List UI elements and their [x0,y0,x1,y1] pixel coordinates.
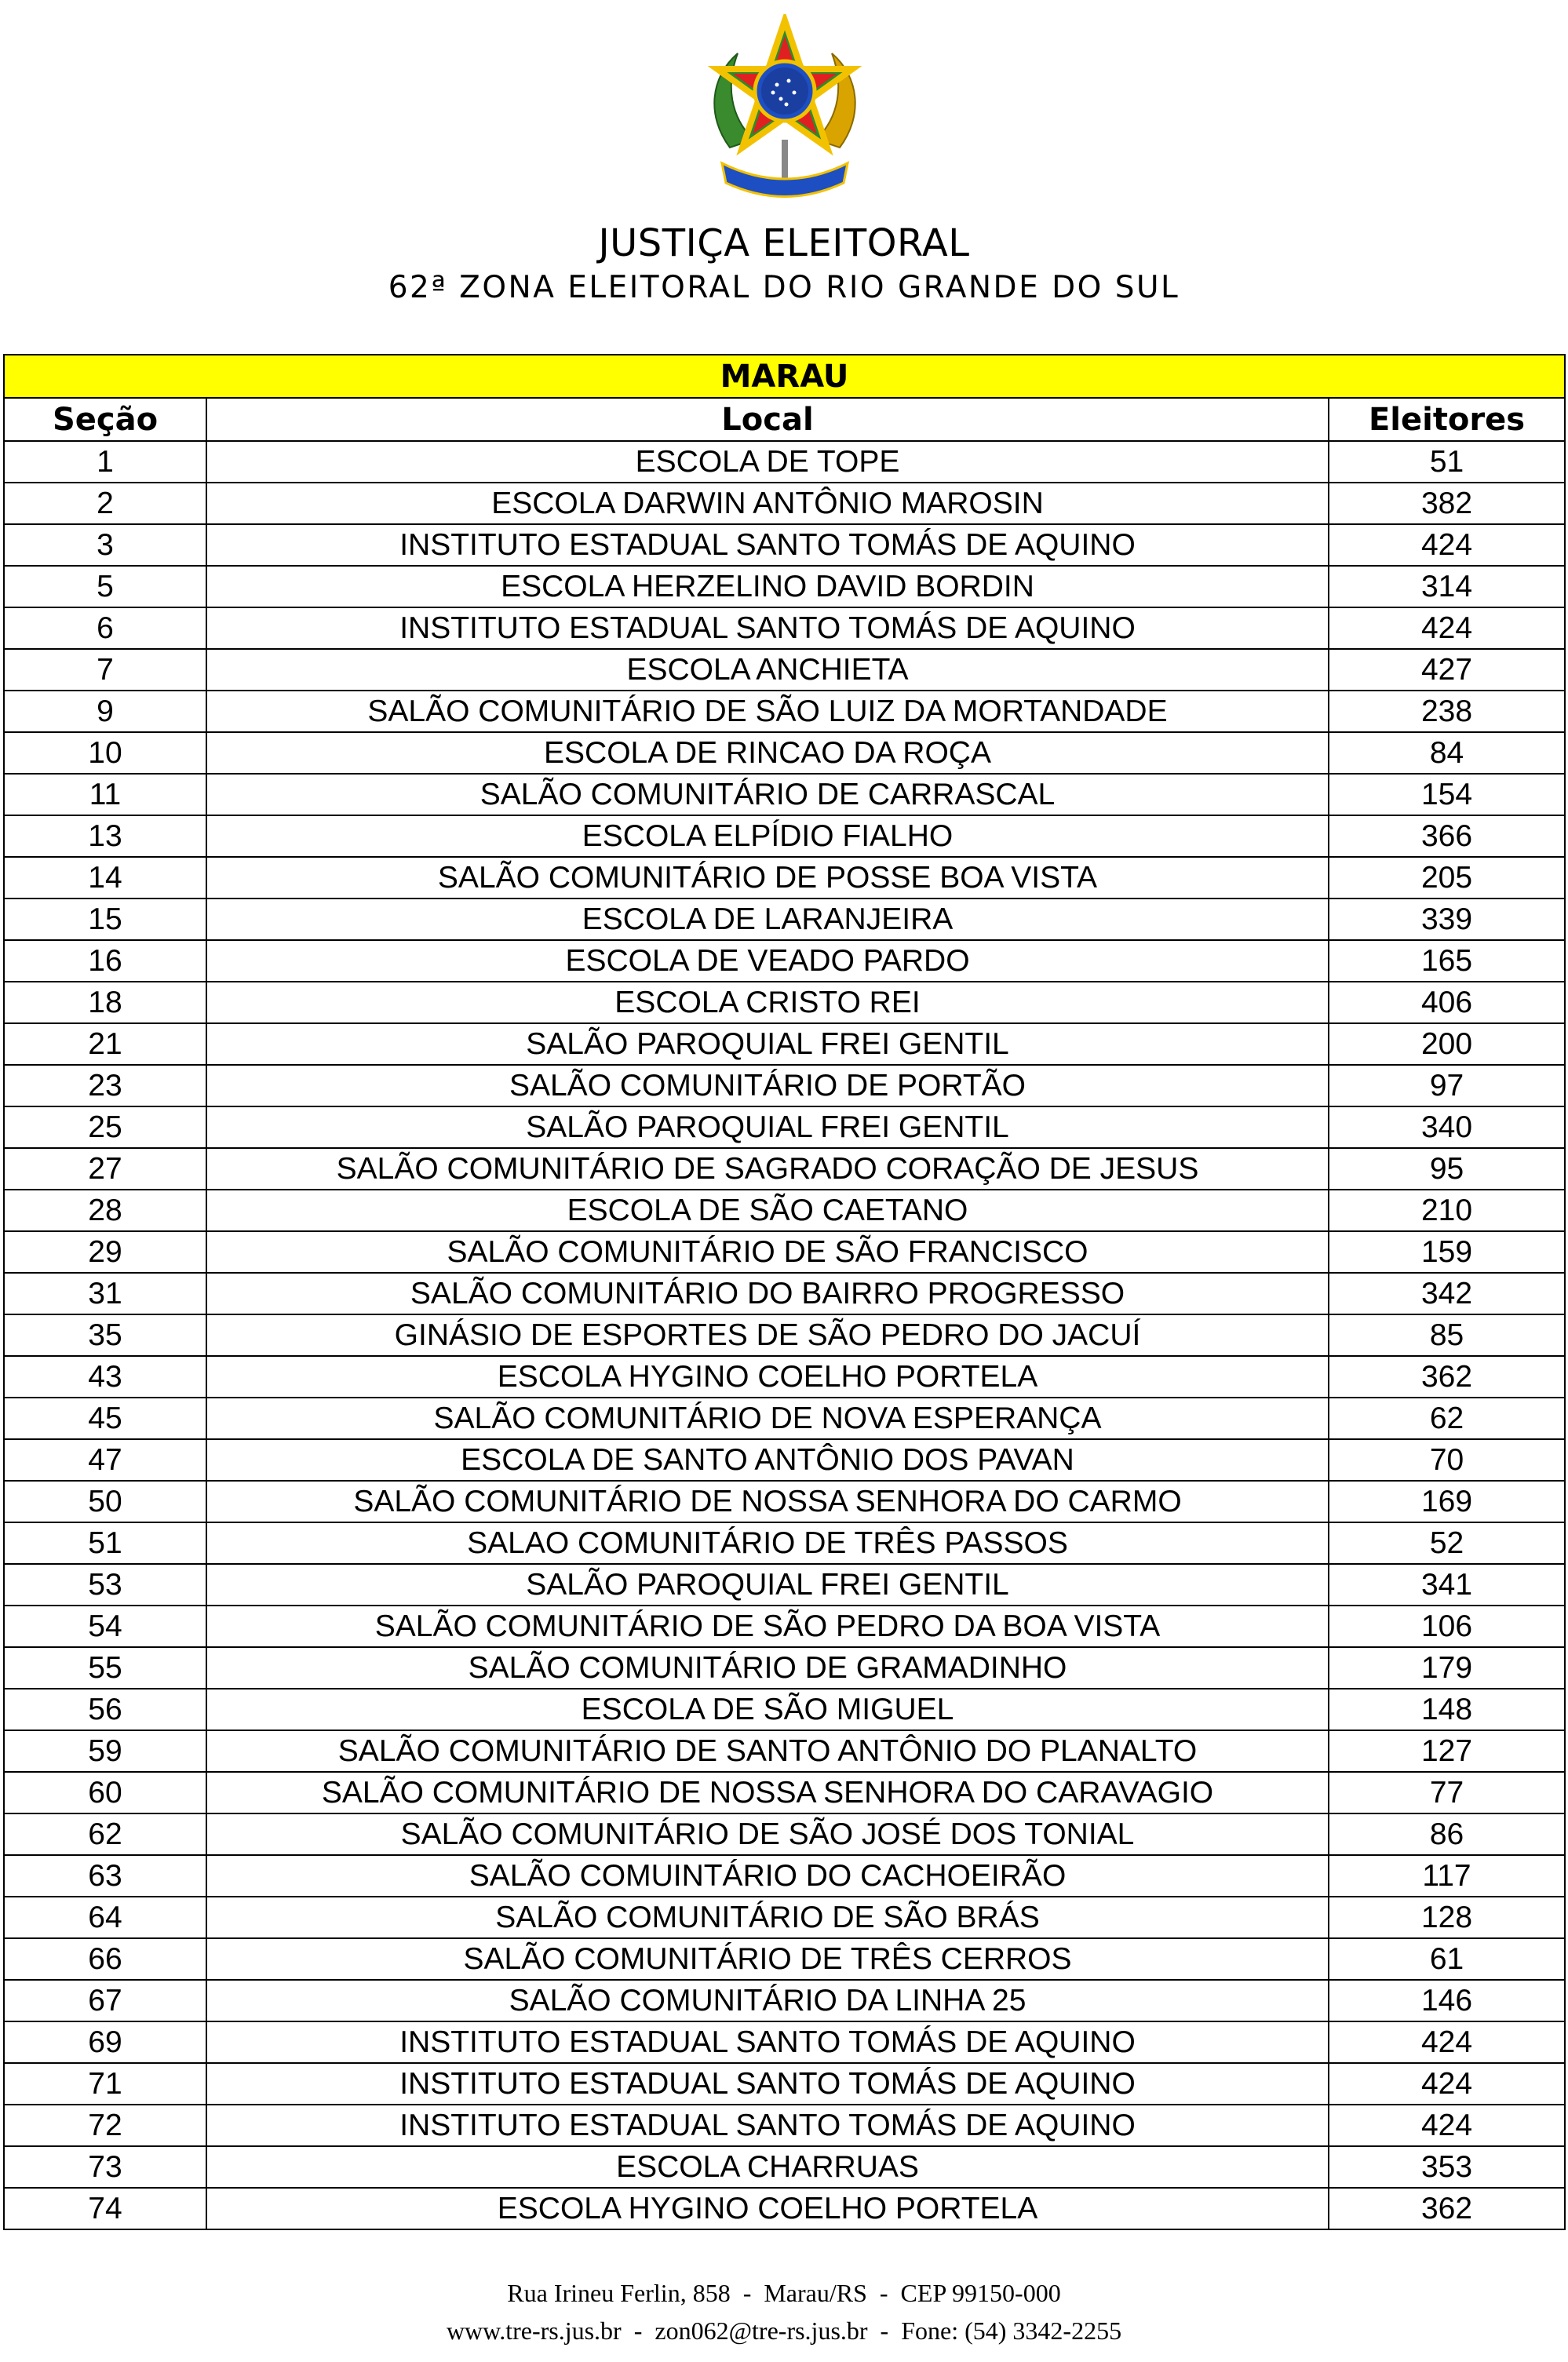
table-row [4,899,1565,940]
table-row [4,566,1565,607]
cell-local: ESCOLA DE RINCAO DA ROÇA [206,732,1329,774]
cell-secao: 7 [4,649,206,691]
table-row [4,982,1565,1023]
table-row [4,1481,1565,1522]
cell-secao: 9 [4,691,206,732]
table-row [4,1855,1565,1897]
table-row [4,1938,1565,1980]
cell-secao: 47 [4,1439,206,1481]
cell-local: SALÃO COMUNITÁRIO DA LINHA 25 [206,1980,1329,2021]
cell-eleitores: 84 [1329,732,1565,774]
cell-secao: 50 [4,1481,206,1522]
cell-eleitores: 61 [1329,1938,1565,1980]
cell-eleitores: 127 [1329,1730,1565,1772]
cell-local: SALÃO COMUNITÁRIO DO BAIRRO PROGRESSO [206,1273,1329,1314]
table-row [4,1065,1565,1106]
cell-eleitores: 424 [1329,2021,1565,2063]
table-row [4,774,1565,815]
cell-local: ESCOLA ELPÍDIO FIALHO [206,815,1329,857]
cell-secao: 53 [4,1564,206,1606]
cell-secao: 60 [4,1772,206,1813]
cell-secao: 71 [4,2063,206,2105]
table-row [4,1148,1565,1190]
cell-local: SALÃO COMUNITÁRIO DE NOSSA SENHORA DO CARAVAGIO [206,1772,1329,1813]
cell-local: INSTITUTO ESTADUAL SANTO TOMÁS DE AQUINO [206,2063,1329,2105]
cell-local: SALÃO COMUINTÁRIO DO CACHOEIRÃO [206,1855,1329,1897]
cell-secao: 67 [4,1980,206,2021]
cell-secao: 1 [4,441,206,483]
cell-local: ESCOLA DE SANTO ANTÔNIO DOS PAVAN [206,1439,1329,1481]
cell-eleitores: 52 [1329,1522,1565,1564]
sections-table [3,354,1566,2230]
cell-eleitores: 95 [1329,1148,1565,1190]
table-row [4,1522,1565,1564]
cell-local: ESCOLA DE SÃO CAETANO [206,1190,1329,1231]
table-row [4,1231,1565,1273]
cell-eleitores: 366 [1329,815,1565,857]
cell-secao: 73 [4,2146,206,2188]
cell-secao: 10 [4,732,206,774]
table-row [4,1980,1565,2021]
column-header-secao: Seção [4,398,206,441]
table-row [4,1564,1565,1606]
cell-local: SALÃO COMUNITÁRIO DE TRÊS CERROS [206,1938,1329,1980]
cell-secao: 51 [4,1522,206,1564]
cell-local: INSTITUTO ESTADUAL SANTO TOMÁS DE AQUINO [206,524,1329,566]
cell-eleitores: 353 [1329,2146,1565,2188]
cell-eleitores: 339 [1329,899,1565,940]
cell-local: SALAO COMUNITÁRIO DE TRÊS PASSOS [206,1522,1329,1564]
table-row [4,649,1565,691]
cell-local: SALÃO COMUNITÁRIO DE NOVA ESPERANÇA [206,1398,1329,1439]
cell-local: ESCOLA ANCHIETA [206,649,1329,691]
cell-secao: 69 [4,2021,206,2063]
cell-eleitores: 424 [1329,607,1565,649]
cell-eleitores: 340 [1329,1106,1565,1148]
cell-eleitores: 106 [1329,1606,1565,1647]
table-row [4,1314,1565,1356]
cell-local: GINÁSIO DE ESPORTES DE SÃO PEDRO DO JACUÍ [206,1314,1329,1356]
cell-local: INSTITUTO ESTADUAL SANTO TOMÁS DE AQUINO [206,607,1329,649]
table-row [4,857,1565,899]
table-row [4,2063,1565,2105]
cell-secao: 27 [4,1148,206,1190]
cell-eleitores: 169 [1329,1481,1565,1522]
cell-eleitores: 424 [1329,2105,1565,2146]
table-row [4,441,1565,483]
table-row [4,1106,1565,1148]
footer-contact: www.tre-rs.jus.br - zon062@tre-rs.jus.br - Fone: (54) 3342-2255 [446,2316,1122,2345]
cell-eleitores: 205 [1329,857,1565,899]
cell-secao: 56 [4,1689,206,1730]
cell-secao: 25 [4,1106,206,1148]
cell-secao: 28 [4,1190,206,1231]
cell-secao: 14 [4,857,206,899]
cell-secao: 66 [4,1938,206,1980]
cell-local: ESCOLA HYGINO COELHO PORTELA [206,1356,1329,1398]
cell-eleitores: 85 [1329,1314,1565,1356]
cell-local: ESCOLA DARWIN ANTÔNIO MAROSIN [206,483,1329,524]
municipality-banner: MARAU [4,355,1565,398]
cell-local: SALÃO COMUNITÁRIO DE GRAMADINHO [206,1647,1329,1689]
page-subtitle: 62ª ZONA ELEITORAL DO RIO GRANDE DO SUL [388,270,1180,305]
cell-secao: 35 [4,1314,206,1356]
cell-secao: 3 [4,524,206,566]
column-header-local: Local [206,398,1329,441]
cell-eleitores: 77 [1329,1772,1565,1813]
cell-secao: 16 [4,940,206,982]
cell-secao: 13 [4,815,206,857]
cell-eleitores: 70 [1329,1439,1565,1481]
cell-secao: 63 [4,1855,206,1897]
cell-local: ESCOLA DE VEADO PARDO [206,940,1329,982]
cell-local: SALÃO COMUNITÁRIO DE CARRASCAL [206,774,1329,815]
cell-secao: 6 [4,607,206,649]
table-row [4,1439,1565,1481]
cell-secao: 45 [4,1398,206,1439]
cell-local: SALÃO COMUNITÁRIO DE SAGRADO CORAÇÃO DE JESUS [206,1148,1329,1190]
cell-eleitores: 86 [1329,1813,1565,1855]
cell-local: ESCOLA DE SÃO MIGUEL [206,1689,1329,1730]
cell-eleitores: 117 [1329,1855,1565,1897]
cell-secao: 21 [4,1023,206,1065]
cell-secao: 31 [4,1273,206,1314]
cell-eleitores: 148 [1329,1689,1565,1730]
table-row [4,2105,1565,2146]
cell-eleitores: 210 [1329,1190,1565,1231]
cell-secao: 54 [4,1606,206,1647]
cell-secao: 23 [4,1065,206,1106]
table-row [4,691,1565,732]
cell-eleitores: 424 [1329,524,1565,566]
cell-local: ESCOLA CRISTO REI [206,982,1329,1023]
cell-eleitores: 128 [1329,1897,1565,1938]
table-row [4,940,1565,982]
cell-secao: 62 [4,1813,206,1855]
table-row [4,2021,1565,2063]
cell-secao: 72 [4,2105,206,2146]
cell-secao: 29 [4,1231,206,1273]
cell-eleitores: 424 [1329,2063,1565,2105]
table-row [4,1730,1565,1772]
cell-eleitores: 179 [1329,1647,1565,1689]
cell-eleitores: 62 [1329,1398,1565,1439]
footer-address: Rua Irineu Ferlin, 858 - Marau/RS - CEP 99150-000 [507,2279,1061,2307]
cell-local: INSTITUTO ESTADUAL SANTO TOMÁS DE AQUINO [206,2021,1329,2063]
cell-secao: 15 [4,899,206,940]
cell-secao: 59 [4,1730,206,1772]
cell-local: SALÃO PAROQUIAL FREI GENTIL [206,1564,1329,1606]
cell-eleitores: 406 [1329,982,1565,1023]
cell-secao: 43 [4,1356,206,1398]
table-row [4,524,1565,566]
table-row [4,1190,1565,1231]
table-row [4,1356,1565,1398]
cell-secao: 11 [4,774,206,815]
table-row [4,2188,1565,2229]
table-row [4,1689,1565,1730]
cell-local: SALÃO COMUNITÁRIO DE SÃO PEDRO DA BOA VISTA [206,1606,1329,1647]
cell-eleitores: 51 [1329,441,1565,483]
cell-local: SALÃO COMUNITÁRIO DE PORTÃO [206,1065,1329,1106]
cell-eleitores: 362 [1329,1356,1565,1398]
cell-local: SALÃO COMUNITÁRIO DE POSSE BOA VISTA [206,857,1329,899]
cell-local: ESCOLA DE TOPE [206,441,1329,483]
cell-eleitores: 154 [1329,774,1565,815]
table-row [4,1606,1565,1647]
table-row [4,1398,1565,1439]
cell-local: SALÃO PAROQUIAL FREI GENTIL [206,1106,1329,1148]
table-row [4,607,1565,649]
table-row [4,1897,1565,1938]
cell-eleitores: 362 [1329,2188,1565,2229]
cell-local: SALÃO PAROQUIAL FREI GENTIL [206,1023,1329,1065]
table-row [4,815,1565,857]
cell-secao: 55 [4,1647,206,1689]
cell-secao: 2 [4,483,206,524]
cell-eleitores: 314 [1329,566,1565,607]
cell-secao: 64 [4,1897,206,1938]
cell-local: ESCOLA HERZELINO DAVID BORDIN [206,566,1329,607]
cell-eleitores: 200 [1329,1023,1565,1065]
cell-eleitores: 238 [1329,691,1565,732]
cell-local: SALÃO COMUNITÁRIO DE SÃO FRANCISCO [206,1231,1329,1273]
cell-local: ESCOLA HYGINO COELHO PORTELA [206,2188,1329,2229]
cell-secao: 74 [4,2188,206,2229]
cell-eleitores: 342 [1329,1273,1565,1314]
table-row [4,1273,1565,1314]
brazil-coat-of-arms-icon [698,14,871,202]
cell-eleitores: 165 [1329,940,1565,982]
cell-local: SALÃO COMUNITÁRIO DE SÃO JOSÉ DOS TONIAL [206,1813,1329,1855]
cell-eleitores: 382 [1329,483,1565,524]
cell-local: SALÃO COMUNITÁRIO DE SANTO ANTÔNIO DO PLANALTO [206,1730,1329,1772]
table-row [4,2146,1565,2188]
column-header-eleitores: Eleitores [1329,398,1565,441]
cell-secao: 5 [4,566,206,607]
cell-local: SALÃO COMUNITÁRIO DE NOSSA SENHORA DO CARMO [206,1481,1329,1522]
table-row [4,1772,1565,1813]
table-row [4,483,1565,524]
cell-eleitores: 159 [1329,1231,1565,1273]
cell-local: ESCOLA DE LARANJEIRA [206,899,1329,940]
page-title: JUSTIÇA ELEITORAL [598,221,970,265]
table-row [4,1813,1565,1855]
cell-secao: 18 [4,982,206,1023]
cell-local: INSTITUTO ESTADUAL SANTO TOMÁS DE AQUINO [206,2105,1329,2146]
table-row [4,1023,1565,1065]
cell-eleitores: 146 [1329,1980,1565,2021]
cell-local: ESCOLA CHARRUAS [206,2146,1329,2188]
table-row [4,1647,1565,1689]
table-row [4,732,1565,774]
cell-local: SALÃO COMUNITÁRIO DE SÃO LUIZ DA MORTANDADE [206,691,1329,732]
cell-eleitores: 427 [1329,649,1565,691]
cell-local: SALÃO COMUNITÁRIO DE SÃO BRÁS [206,1897,1329,1938]
cell-eleitores: 341 [1329,1564,1565,1606]
cell-eleitores: 97 [1329,1065,1565,1106]
